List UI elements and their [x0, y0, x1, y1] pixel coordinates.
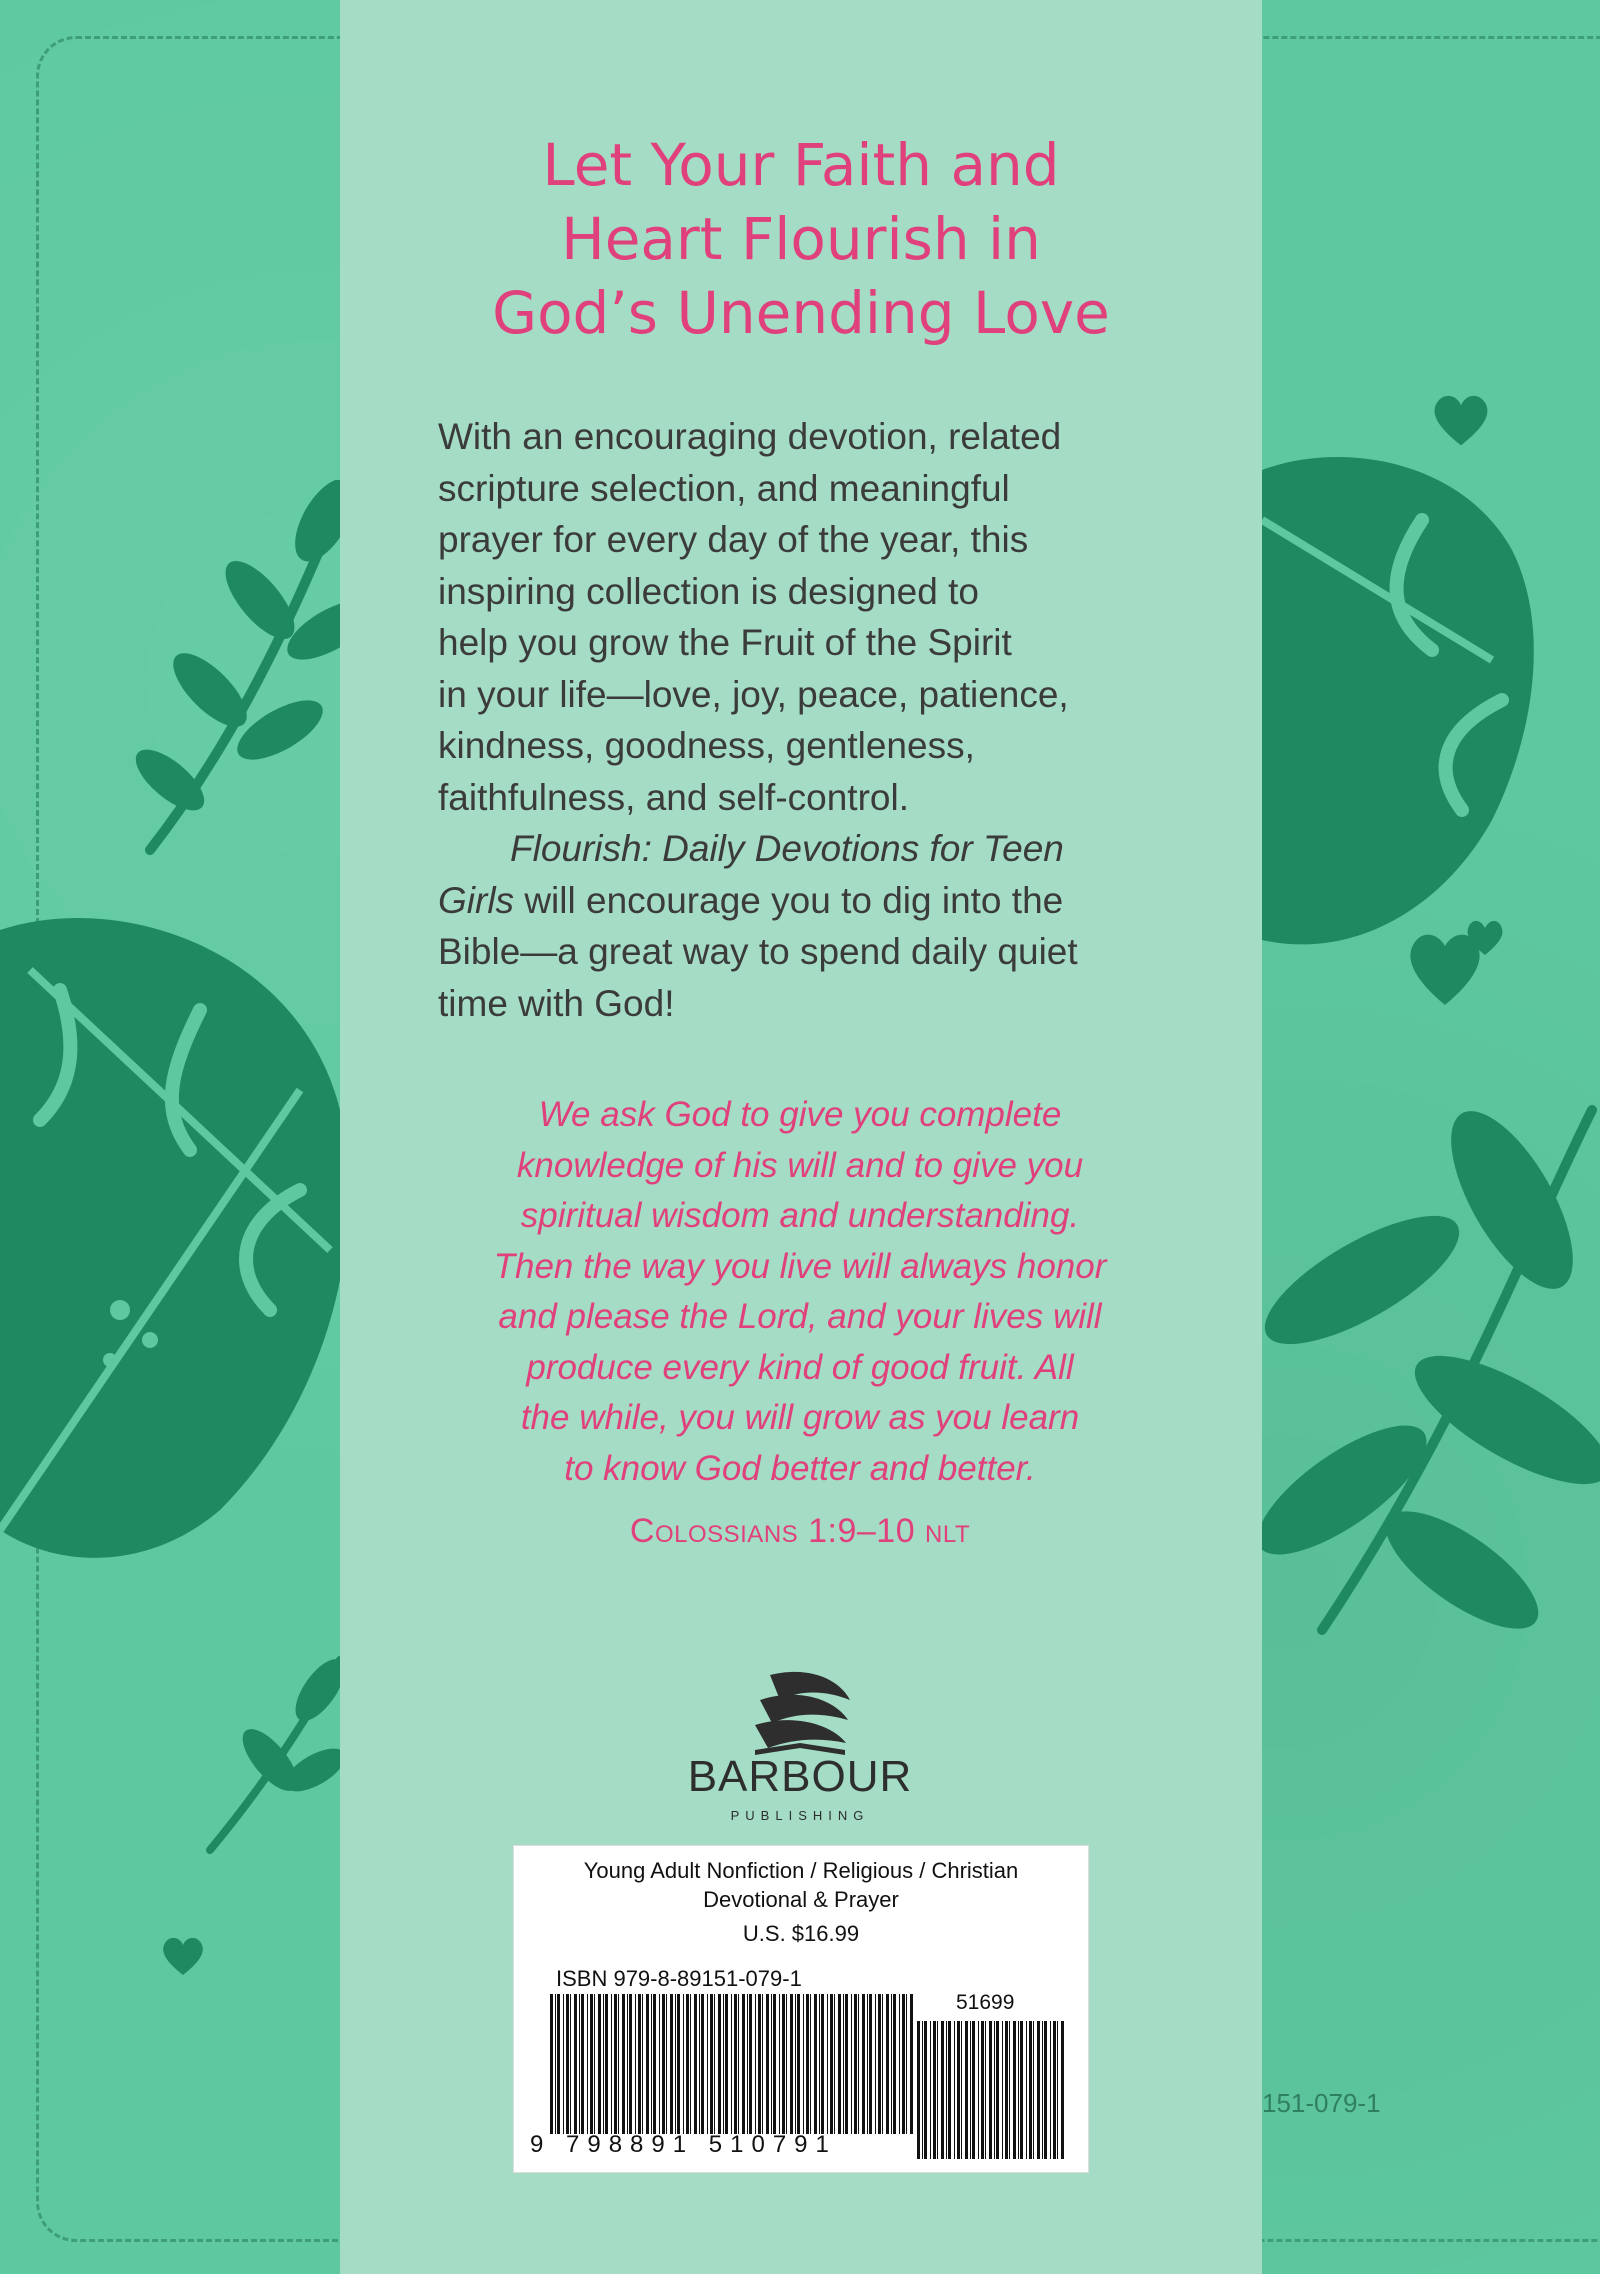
barcode-bar [1005, 2021, 1008, 2159]
description [438, 411, 1198, 1029]
barcode-bar [827, 1994, 828, 2134]
barcode-bar [806, 1994, 809, 2134]
barcode-bar [786, 1994, 787, 2134]
barcode-bar [924, 2021, 927, 2159]
barcode-bar [555, 1994, 556, 2134]
barcode-bar [747, 1994, 748, 2134]
barcode-bar [989, 2021, 992, 2159]
barcode-bar [782, 1994, 785, 2134]
monstera-leaf-icon [0, 890, 350, 1570]
barcode-bar [862, 1994, 865, 2134]
barcode-bar [653, 1994, 656, 2134]
barcode-bar [550, 1994, 553, 2134]
description-line [438, 875, 1198, 927]
barcode-bar [1018, 2021, 1019, 2159]
description-line: faithfulness, and self-control. [438, 776, 909, 818]
description-line [438, 823, 1198, 875]
barcode-digits: 9 798891 510791 [530, 2131, 837, 2158]
description-line: inspiring collection is designed to [438, 570, 979, 612]
book-title-italic: Flourish: Daily Devotions for Teen [510, 828, 1064, 869]
barcode-bar [642, 1994, 643, 2134]
barcode-bar [994, 2021, 995, 2159]
barcode-bar [629, 1994, 632, 2134]
barcode-bar [978, 2021, 979, 2159]
description-text: will encourage you to dig into the [514, 879, 1064, 921]
barcode-bar [683, 1994, 684, 2134]
barcode-bar [710, 1994, 713, 2134]
publisher-name: BARBOUR [687, 1752, 913, 1801]
barcode-bar [972, 2021, 975, 2159]
barcode-bar [922, 2021, 923, 2159]
description-line: in your life—love, joy, peace, patience, [438, 673, 1069, 715]
scripture-reference: Colossians 1:9–10 nlt [629, 1512, 971, 1550]
barcode-bar [605, 1994, 608, 2134]
barcode-bar [563, 1994, 564, 2134]
barcode-bar [701, 1994, 704, 2134]
barcode-bar [690, 1994, 691, 2134]
barcode-bar [957, 2021, 960, 2159]
leaf-sprig-icon [200, 1650, 350, 1860]
barcode-bar [941, 2021, 944, 2159]
barcode-bar [858, 1994, 859, 2134]
barcode-bar [570, 1994, 571, 2134]
barcode-bar [587, 1994, 588, 2134]
leaf-sprig-icon [130, 480, 360, 860]
barcode-bar [1037, 2021, 1040, 2159]
barcode-bar [677, 1994, 680, 2134]
headline-line: God’s Unending Love [492, 279, 1110, 347]
barcode-bar [830, 1994, 833, 2134]
description-line: prayer for every day of the year, this [438, 519, 1029, 560]
barcode-bar [1033, 2021, 1034, 2159]
barcode-bar [627, 1994, 628, 2134]
barcode-bar [1013, 2021, 1016, 2159]
description-line: scripture selection, and meaningful [438, 467, 1010, 509]
barcode-bar [638, 1994, 641, 2134]
barcode-bar [1009, 2021, 1010, 2159]
barcode-bar [893, 1994, 896, 2134]
barcode-bar [675, 1994, 676, 2134]
barcode-bar [937, 2021, 938, 2159]
double-heart-icon [1405, 910, 1515, 1010]
barcode-bar [933, 2021, 936, 2159]
barcode-bar [1029, 2021, 1032, 2159]
barcode-bar [965, 2021, 968, 2159]
barcode-bar [734, 1994, 737, 2134]
barcode-bar [854, 1994, 857, 2134]
barcode-bar [670, 1994, 673, 2134]
barcode-bar [996, 2021, 999, 2159]
description-line: help you grow the Fruit of the Spirit [438, 622, 1012, 663]
headline-line: Heart Flourish in [561, 205, 1041, 273]
barcode-bar [882, 1994, 883, 2134]
barcode-bar [819, 1994, 820, 2134]
verse-line: knowledge of his will and to give you [516, 1145, 1084, 1185]
barcode-bar [917, 2021, 920, 2159]
barcode-bar [902, 1994, 905, 2134]
barcode-bar [838, 1994, 841, 2134]
verse-line: spiritual wisdom and understanding. [520, 1196, 1080, 1235]
barcode-bar [797, 1994, 800, 2134]
barcode-bar [1053, 2021, 1056, 2159]
monstera-leaf-icon [1262, 440, 1552, 970]
barcode-bar [899, 1994, 900, 2134]
barcode-bar [766, 1994, 769, 2134]
verse-line: the while, you will grow as you learn [520, 1398, 1080, 1437]
barcode-bar [954, 2021, 955, 2159]
barcode-bar [875, 1994, 876, 2134]
barcode-bar [814, 1994, 817, 2134]
barcode-bar [614, 1994, 617, 2134]
barcode-bar [773, 1994, 776, 2134]
barcode-bar [594, 1994, 595, 2134]
barcode-bar [707, 1994, 708, 2134]
barcode-bar [699, 1994, 700, 2134]
verse-line: and please the Lord, and your lives will [498, 1297, 1102, 1336]
category-line: Devotional & Prayer [703, 1887, 899, 1912]
barcode-bar [598, 1994, 601, 2134]
barcode-bar [886, 1994, 889, 2134]
barcode-main [548, 1994, 918, 2134]
addon-code: 51699 [956, 1991, 1015, 2014]
description-line: With an encouraging devotion, related [438, 416, 1062, 457]
barcode-bar [742, 1994, 745, 2134]
barcode-bar [557, 1994, 560, 2134]
publisher-subtitle: PUBLISHING [730, 1808, 870, 1823]
barcode-bar [1050, 2021, 1051, 2159]
barcode-bar [574, 1994, 577, 2134]
barcode-bar [686, 1994, 689, 2134]
barcode-bar [1061, 2021, 1064, 2159]
verse-line: Then the way you live will always honor [493, 1246, 1107, 1286]
spine-number: 151-079-1 [1262, 2088, 1381, 2118]
barcode-bar [910, 1994, 913, 2134]
barcode-bar [749, 1994, 752, 2134]
barcode-bar [821, 1994, 824, 2134]
barcode-bar [603, 1994, 604, 2134]
description-line: time with God! [438, 982, 675, 1024]
barcode-bar [618, 1994, 619, 2134]
barcode-bar [666, 1994, 667, 2134]
barcode-bar [906, 1994, 907, 2134]
barcode-bar [1020, 2021, 1023, 2159]
barcode-bar [810, 1994, 811, 2134]
barcode-bar [970, 2021, 971, 2159]
barcode-bar [723, 1994, 724, 2134]
price: U.S. $16.99 [742, 1921, 860, 1946]
isbn: ISBN 979-8-89151-079-1 [556, 1966, 802, 1991]
barcode-bar [803, 1994, 804, 2134]
barcode-bar [725, 1994, 728, 2134]
description-line: Bible—a great way to spend daily quiet [438, 931, 1078, 972]
barcode-bar [1042, 2021, 1043, 2159]
barcode-bar [985, 2021, 986, 2159]
description-line: kindness, goodness, gentleness, [438, 725, 975, 766]
book-title-italic: Girls [438, 879, 515, 921]
barcode-bar [566, 1994, 569, 2134]
barcode-bar [755, 1994, 756, 2134]
barcode-bar [622, 1994, 625, 2134]
verse-line: We ask God to give you complete [538, 1095, 1062, 1134]
barcode-bar [1026, 2021, 1027, 2159]
barcode-bar [611, 1994, 612, 2134]
barcode-bar [867, 1994, 868, 2134]
barcode-bar [834, 1994, 835, 2134]
leaf-sprig-icon [1262, 1090, 1600, 1650]
barcode-bar [795, 1994, 796, 2134]
barcode-addon [915, 2021, 1069, 2159]
barcode-bar [790, 1994, 793, 2134]
barcode-bar [878, 1994, 881, 2134]
barcode-bar [579, 1994, 580, 2134]
barcode-bar [651, 1994, 652, 2134]
barcode-bar [1002, 2021, 1003, 2159]
verse-line: to know God better and better. [564, 1448, 1036, 1488]
barcode-bar [635, 1994, 636, 2134]
barcode-bar [948, 2021, 951, 2159]
barcode-bar [843, 1994, 844, 2134]
headline-line: Let Your Faith and [542, 131, 1060, 199]
category-line: Young Adult Nonfiction / Religious / Christian [583, 1858, 1019, 1883]
barcode-bar [738, 1994, 739, 2134]
barcode-bar [662, 1994, 665, 2134]
barcode-bar [758, 1994, 761, 2134]
barcode-bar [869, 1994, 872, 2134]
barcode-bar [845, 1994, 848, 2134]
barcode-bar [961, 2021, 962, 2159]
barcode-bar [1044, 2021, 1047, 2159]
heart-icon [160, 1935, 206, 1977]
barcode-bar [718, 1994, 721, 2134]
barcode-label [513, 1845, 1089, 2173]
barcode-bar [646, 1994, 649, 2134]
headline [340, 128, 1262, 350]
barcode-bar [891, 1994, 892, 2134]
barcode-bar [762, 1994, 763, 2134]
barcode-bar [946, 2021, 947, 2159]
barcode-bar [771, 1994, 772, 2134]
scripture-quote [400, 1090, 1200, 1494]
verse-line: produce every kind of good fruit. All [526, 1347, 1074, 1387]
barcode-bar [930, 2021, 931, 2159]
barcode-bar [731, 1994, 732, 2134]
barcode-bar [981, 2021, 984, 2159]
barcode-bar [779, 1994, 780, 2134]
barcode-bar [581, 1994, 584, 2134]
barcode-bar [851, 1994, 852, 2134]
barcode-bar [659, 1994, 660, 2134]
barcode-bar [694, 1994, 697, 2134]
barcode-bar [714, 1994, 715, 2134]
barcode-bar [590, 1994, 593, 2134]
barcode-bar [1057, 2021, 1058, 2159]
